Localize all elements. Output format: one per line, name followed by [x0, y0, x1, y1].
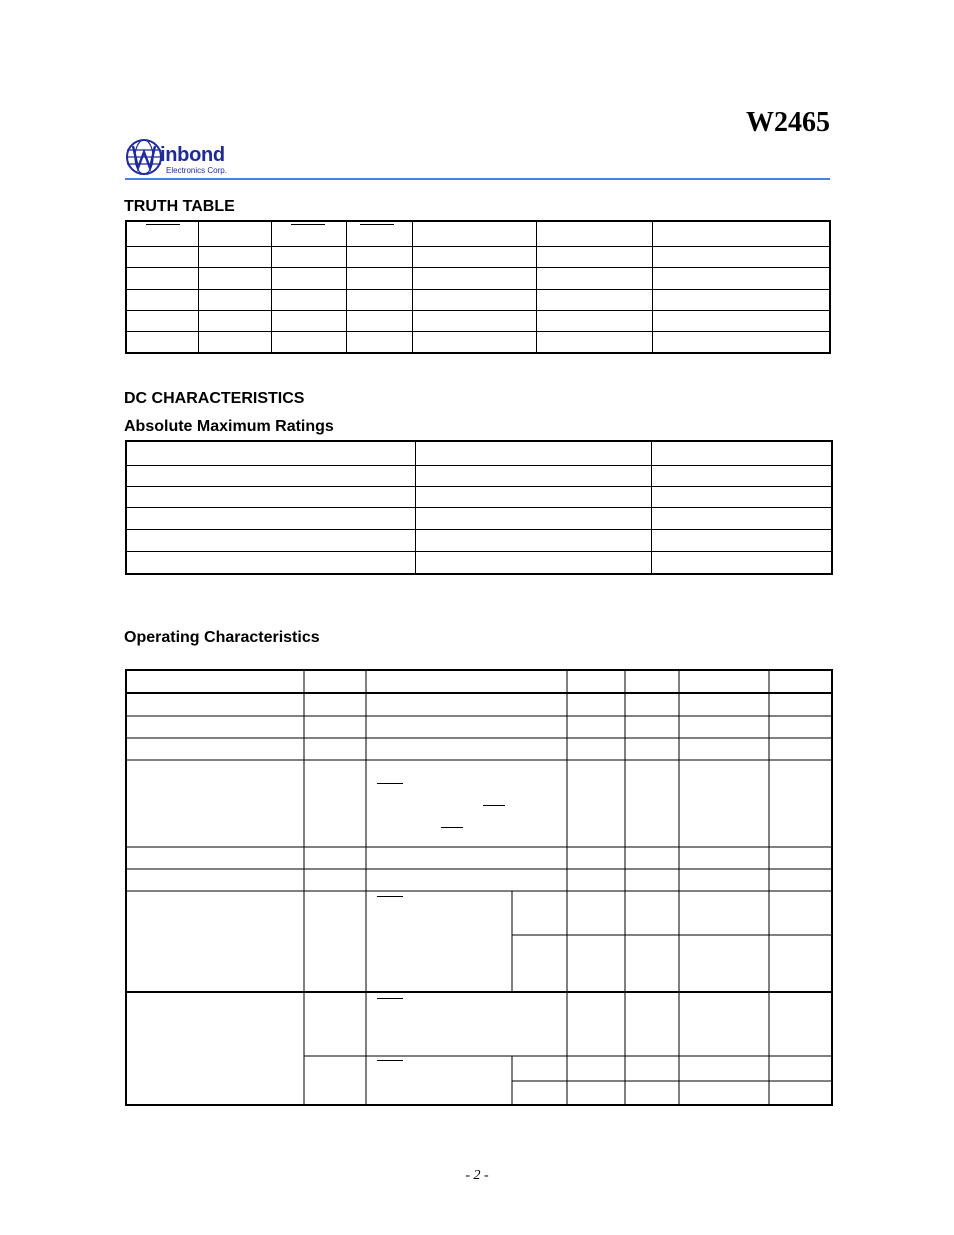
operating-table-grid [127, 671, 831, 1104]
table-cell [126, 268, 198, 289]
table-cell [126, 486, 415, 507]
table-cell [198, 246, 271, 267]
table-cell [271, 289, 346, 310]
table-cell [412, 332, 536, 353]
part-number: W2465 [746, 107, 830, 138]
table-cell [536, 268, 652, 289]
overbar-mark [360, 224, 394, 225]
dc-characteristics-heading: DC CHARACTERISTICS [124, 390, 305, 407]
table-cell [346, 268, 412, 289]
logo-wordmark: inbond [160, 144, 225, 166]
table-cell [536, 246, 652, 267]
table-cell [652, 332, 830, 353]
table-cell [126, 551, 415, 574]
page-number: - 2 - [465, 1168, 489, 1183]
table-cell [652, 221, 830, 246]
overbar-mark [377, 896, 403, 897]
truth-table [125, 220, 831, 354]
table-cell [651, 529, 832, 551]
table-cell [651, 441, 832, 465]
table-cell [415, 551, 651, 574]
table-cell [415, 465, 651, 486]
table-cell [415, 441, 651, 465]
table-cell [652, 246, 830, 267]
table-cell [652, 289, 830, 310]
table-cell [198, 310, 271, 331]
table-cell [271, 246, 346, 267]
table-cell [536, 289, 652, 310]
table-cell [536, 332, 652, 353]
table-cell [126, 332, 198, 353]
header-rule [125, 178, 830, 180]
table-cell [126, 441, 415, 465]
overbar-mark [291, 224, 325, 225]
overbar-mark [146, 224, 180, 225]
table-cell [536, 221, 652, 246]
table-cell [271, 268, 346, 289]
overbar-mark [377, 1060, 403, 1061]
table-cell [415, 529, 651, 551]
truth-table-heading: TRUTH TABLE [124, 198, 235, 215]
table-cell [126, 529, 415, 551]
table-cell [412, 268, 536, 289]
operating-characteristics-heading: Operating Characteristics [124, 629, 320, 646]
table-row [126, 289, 830, 310]
table-row [126, 441, 832, 465]
table-cell [126, 465, 415, 486]
table-cell [126, 507, 415, 529]
table-cell [412, 289, 536, 310]
table-cell [198, 332, 271, 353]
table-cell [536, 310, 652, 331]
table-cell [271, 332, 346, 353]
table-cell [126, 246, 198, 267]
table-cell [651, 551, 832, 574]
operating-characteristics-table [125, 669, 833, 1106]
table-row [126, 486, 832, 507]
table-cell [126, 310, 198, 331]
table-row [126, 268, 830, 289]
table-row [126, 310, 830, 331]
overbar-mark [377, 998, 403, 999]
table-cell [198, 268, 271, 289]
table-cell [346, 332, 412, 353]
table-row [126, 221, 830, 246]
logo-subtitle: Electronics Corp. [166, 166, 227, 175]
table-cell [412, 246, 536, 267]
overbar-mark [441, 827, 463, 828]
overbar-mark [377, 783, 403, 784]
table-cell [412, 310, 536, 331]
table-cell [412, 221, 536, 246]
table-cell [346, 246, 412, 267]
table-cell [271, 310, 346, 331]
table-cell [415, 507, 651, 529]
table-cell [415, 486, 651, 507]
table-cell [651, 486, 832, 507]
table-row [126, 465, 832, 486]
table-row [126, 507, 832, 529]
table-cell [198, 289, 271, 310]
absolute-max-heading: Absolute Maximum Ratings [124, 418, 334, 435]
table-cell [651, 465, 832, 486]
table-cell [652, 310, 830, 331]
table-row [126, 246, 830, 267]
table-row [126, 551, 832, 574]
winbond-globe-logo-icon [125, 138, 163, 176]
overbar-mark [483, 805, 505, 806]
table-row [126, 332, 830, 353]
table-cell [198, 221, 271, 246]
table-cell [126, 289, 198, 310]
table-cell [346, 289, 412, 310]
table-cell [346, 310, 412, 331]
absolute-max-table [125, 440, 833, 575]
table-row [126, 529, 832, 551]
table-cell [652, 268, 830, 289]
table-cell [651, 507, 832, 529]
